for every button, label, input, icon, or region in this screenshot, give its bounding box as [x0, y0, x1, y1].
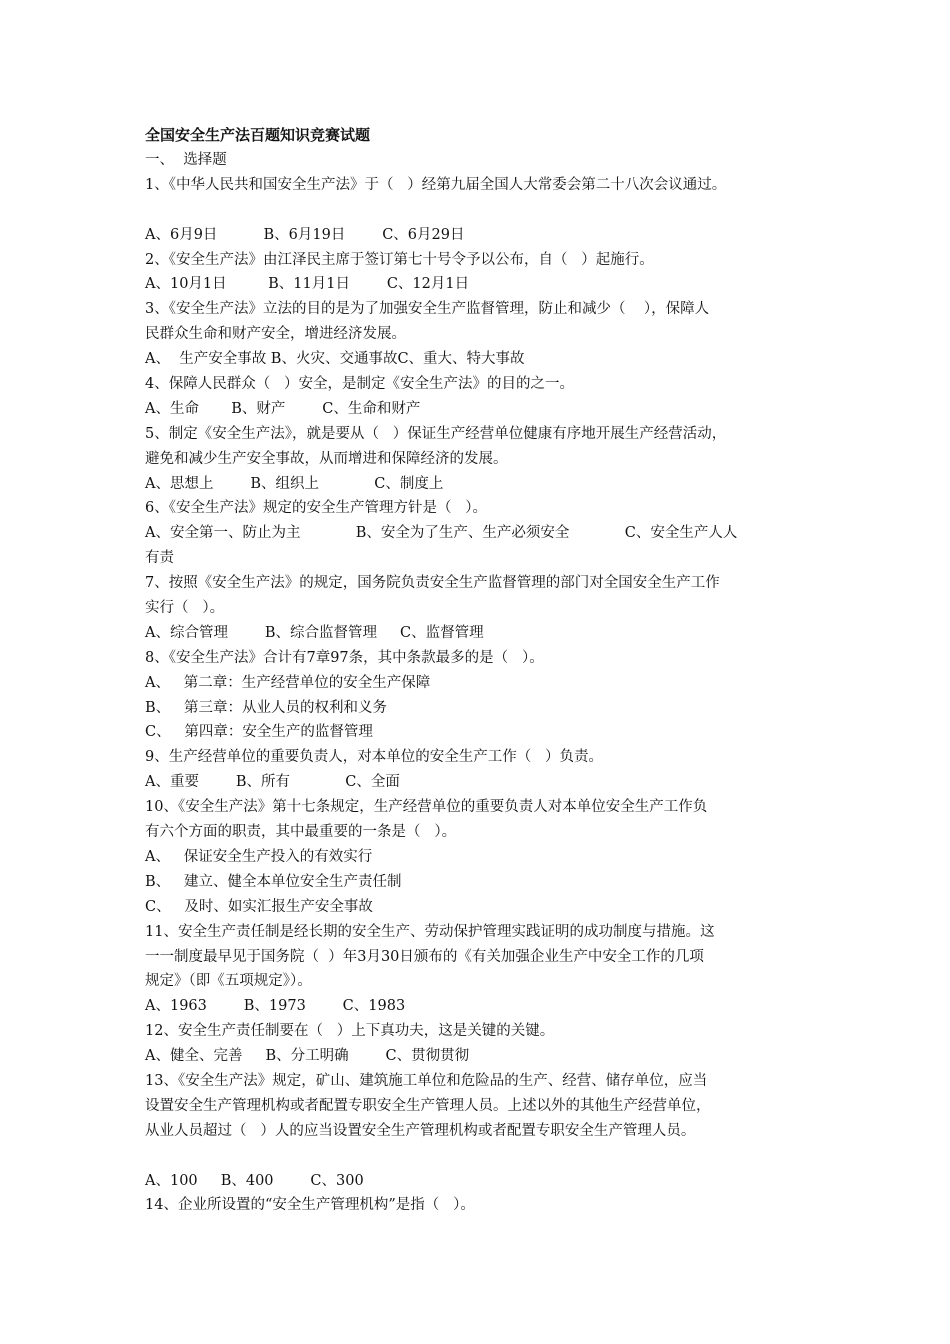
text-line: 从业人员超过（ ）人的应当设置安全生产管理机构或者配置专职安全生产管理人员。: [145, 1122, 696, 1139]
text-line: A、思想上 B、组织上 C、制度上: [145, 475, 444, 492]
text-line: 2、《安全生产法》由江泽民主席于签订第七十号令予以公布，自（ ）起施行。: [145, 251, 654, 268]
text-line: A、 保证安全生产投入的有效实行: [145, 848, 373, 865]
blank-line: [145, 198, 825, 223]
document-page: [145, 123, 825, 1218]
text-line: 12、安全生产责任制要在（ ）上下真功夫，这是关键的关键。: [145, 1023, 555, 1040]
text-line: C、 第四章：安全生产的监督管理: [145, 724, 373, 741]
text-line: 实行（ ）。: [145, 600, 225, 617]
text-line: A、安全第一、防止为主 B、安全为了生产、生产必须安全 C、安全生产人人: [145, 525, 738, 542]
text-line: A、综合管理 B、综合监督管理 C、监督管理: [145, 624, 484, 641]
document-title: 全国安全生产法百题知识竞赛试题: [145, 126, 371, 144]
text-line: 规定》（即《五项规定》）。: [145, 973, 312, 990]
text-line: 8、《安全生产法》合计有7章97条，其中条款最多的是（ ）。: [145, 649, 544, 666]
text-line: 一、 选择题: [145, 152, 227, 168]
text-line: 设置安全生产管理机构或者配置专职安全生产管理人员。上述以外的其他生产经营单位，: [145, 1097, 711, 1114]
text-line: 6、《安全生产法》规定的安全生产管理方针是（ ）。: [145, 500, 488, 517]
text-line: A、100 B、400 C、300: [145, 1172, 364, 1189]
blank-line: [145, 1144, 825, 1169]
text-line: A、健全、完善 B、分工明确 C、贯彻贯彻: [145, 1048, 470, 1065]
text-line: 5、制定《安全生产法》，就是要从（ ）保证生产经营单位健康有序地开展生产经营活动，: [145, 425, 727, 442]
text-line: 有六个方面的职责，其中最重要的一条是（ ）。: [145, 824, 457, 841]
text-line: 10、《安全生产法》第十七条规定，生产经营单位的重要负责人对本单位安全生产工作负: [145, 799, 708, 816]
text-line: 有责: [145, 550, 174, 567]
text-line: A、重要 B、所有 C、全面: [145, 774, 400, 791]
text-line: A、10月1日 B、11月1日 C、12月1日: [145, 276, 470, 293]
text-line: B、 建立、健全本单位安全生产责任制: [145, 873, 402, 890]
text-line: 9、生产经营单位的重要负责人，对本单位的安全生产工作（ ）负责。: [145, 749, 604, 766]
document-body: [145, 148, 825, 1218]
text-line: 4、保障人民群众（ ）安全，是制定《安全生产法》的目的之一。: [145, 376, 575, 393]
text-line: A、1963 B、1973 C、1983: [145, 998, 406, 1015]
text-line: A、 生产安全事故 B、火灾、交通事故C、重大、特大事故: [145, 351, 525, 368]
text-line: 3、《安全生产法》立法的目的是为了加强安全生产监督管理，防止和减少（ ），保障人: [145, 301, 710, 318]
text-line: 避免和减少生产安全事故，从而增进和保障经济的发展。: [145, 450, 508, 467]
text-line: C、 及时、如实汇报生产安全事故: [145, 898, 373, 915]
text-line: 11、安全生产责任制是经长期的安全生产、劳动保护管理实践证明的成功制度与措施。这: [145, 923, 715, 940]
text-line: B、 第三章：从业人员的权利和义务: [145, 699, 387, 716]
text-line: A、 第二章：生产经营单位的安全生产保障: [145, 674, 431, 691]
text-line: 一一制度最早见于国务院（ ）年3月30日颁布的《有关加强企业生产中安全工作的几项: [145, 948, 704, 965]
text-line: 民群众生命和财产安全，增进经济发展。: [145, 326, 406, 343]
text-line: 13、《安全生产法》规定，矿山、建筑施工单位和危险品的生产、经营、储存单位，应当: [145, 1072, 708, 1089]
text-line: A、6月9日 B、6月19日 C、6月29日: [145, 226, 465, 243]
text-line: 1、《中华人民共和国安全生产法》于（ ）经第九届全国人大常委会第二十八次会议通过。: [145, 176, 727, 193]
text-line: 14、企业所设置的“安全生产管理机构”是指（ ）。: [145, 1197, 475, 1214]
text-line: A、生命 B、财产 C、生命和财产: [145, 400, 421, 417]
text-line: 7、按照《安全生产法》的规定，国务院负责安全生产监督管理的部门对全国安全生产工作: [145, 575, 720, 592]
